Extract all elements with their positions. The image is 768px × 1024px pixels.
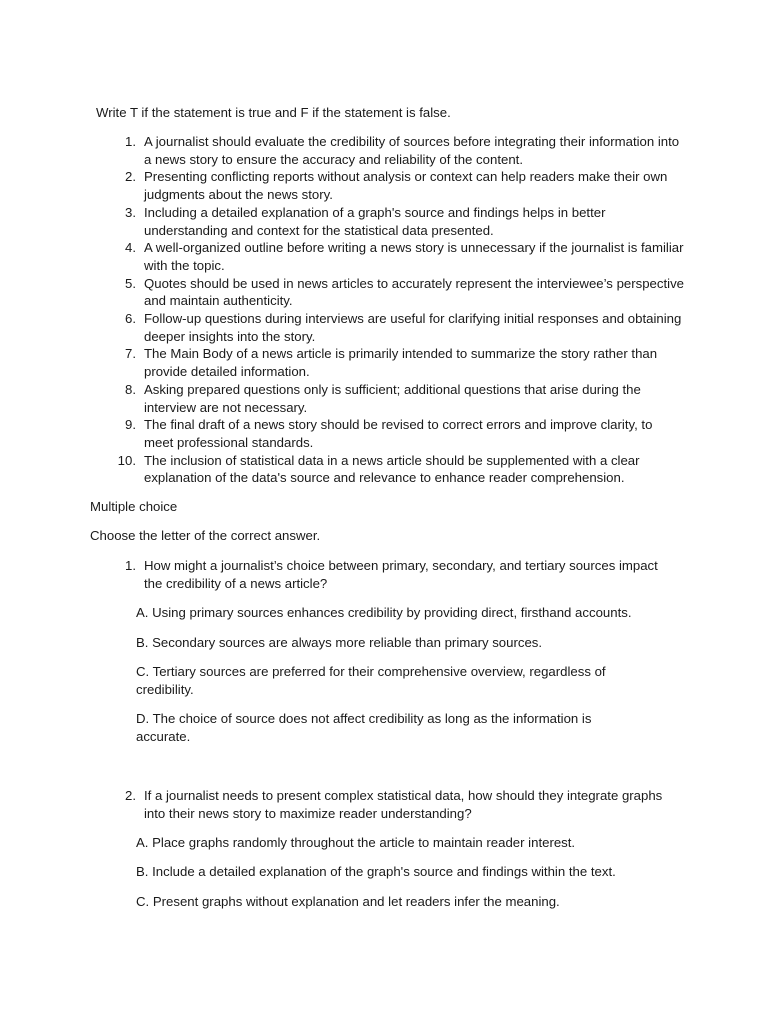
option-a: A. Using primary sources enhances credibility by providing direct, firsthand accounts.: [136, 605, 632, 620]
item-text: Presenting conflicting reports without analysis or context can help readers make their own judgments about the news story.: [144, 169, 668, 203]
item-number: 4.: [125, 240, 136, 256]
question-number: 1.: [125, 558, 136, 573]
list-item: [108, 239, 688, 274]
multiple-choice-instruction: Choose the letter of the correct answer.: [90, 528, 321, 543]
option-a: A. Place graphs randomly throughout the article to maintain reader interest.: [136, 835, 576, 850]
list-item: [108, 416, 688, 451]
item-text: The Main Body of a news article is primarily intended to summarize the story rather than provide detailed information.: [144, 346, 658, 380]
list-item: [108, 452, 688, 487]
item-text: The final draft of a news story should be revised to correct errors and improve clarity, to meet professional standards.: [144, 417, 653, 450]
true-false-list: [108, 133, 688, 487]
item-number: 6.: [125, 311, 136, 327]
question-text: If a journalist needs to present complex statistical data, how should they integrate graphs into their news story to maximize reader understanding?: [144, 788, 663, 821]
list-item: [108, 381, 688, 416]
item-number: 10.: [117, 452, 136, 468]
list-item: [108, 133, 688, 168]
option-c: C. Tertiary sources are preferred for their comprehensive overview, regardless of credibility.: [136, 664, 606, 697]
item-number: 8.: [125, 381, 136, 397]
list-item: [108, 204, 688, 239]
item-text: Follow-up questions during interviews are useful for clarifying initial responses and obtaining deeper insights into the story.: [144, 311, 682, 344]
item-text: Including a detailed explanation of a graph's source and findings helps in better understanding and context for the statistical data presented.: [144, 204, 606, 238]
item-number: 2.: [125, 169, 136, 185]
option-d: D. The choice of source does not affect credibility as long as the information is accurate.: [136, 711, 592, 744]
item-text: The inclusion of statistical data in a news article should be supplemented with a clear explanation of the data's source and relevance to enhance reader comprehension.: [144, 452, 640, 486]
item-text: Quotes should be used in news articles to accurately represent the interviewee’s perspective and maintain authenticity.: [144, 275, 685, 309]
item-number: 1.: [125, 134, 136, 149]
item-text: A well-organized outline before writing a news story is unnecessary if the journalist is familiar with the topic.: [144, 240, 684, 273]
item-number: 9.: [125, 417, 136, 433]
multiple-choice-title: Multiple choice: [90, 499, 178, 514]
item-number: 5.: [125, 275, 136, 291]
list-item: [108, 275, 688, 310]
question-text: How might a journalist’s choice between primary, secondary, and tertiary sources impact the credibility of a news article?: [144, 558, 658, 591]
list-item: [108, 345, 688, 380]
question-2: [108, 787, 688, 822]
question-number: 2.: [125, 788, 136, 803]
option-b: B. Secondary sources are always more reliable than primary sources.: [136, 635, 543, 650]
list-item: [108, 310, 688, 345]
option-b: B. Include a detailed explanation of the graph's source and findings within the text.: [136, 864, 616, 879]
question-1: [108, 557, 688, 592]
item-text: A journalist should evaluate the credibility of sources before integrating their information into a news story to ensure the accuracy and reliability of the content.: [144, 134, 680, 167]
item-text: Asking prepared questions only is sufficient; additional questions that arise during the interview are not necessary.: [144, 381, 641, 415]
option-c: C. Present graphs without explanation and let readers infer the meaning.: [136, 894, 560, 909]
list-item: [108, 168, 688, 203]
item-number: 7.: [125, 346, 136, 362]
true-false-instruction: Write T if the statement is true and F if the statement is false.: [96, 105, 451, 120]
item-number: 3.: [125, 204, 136, 220]
